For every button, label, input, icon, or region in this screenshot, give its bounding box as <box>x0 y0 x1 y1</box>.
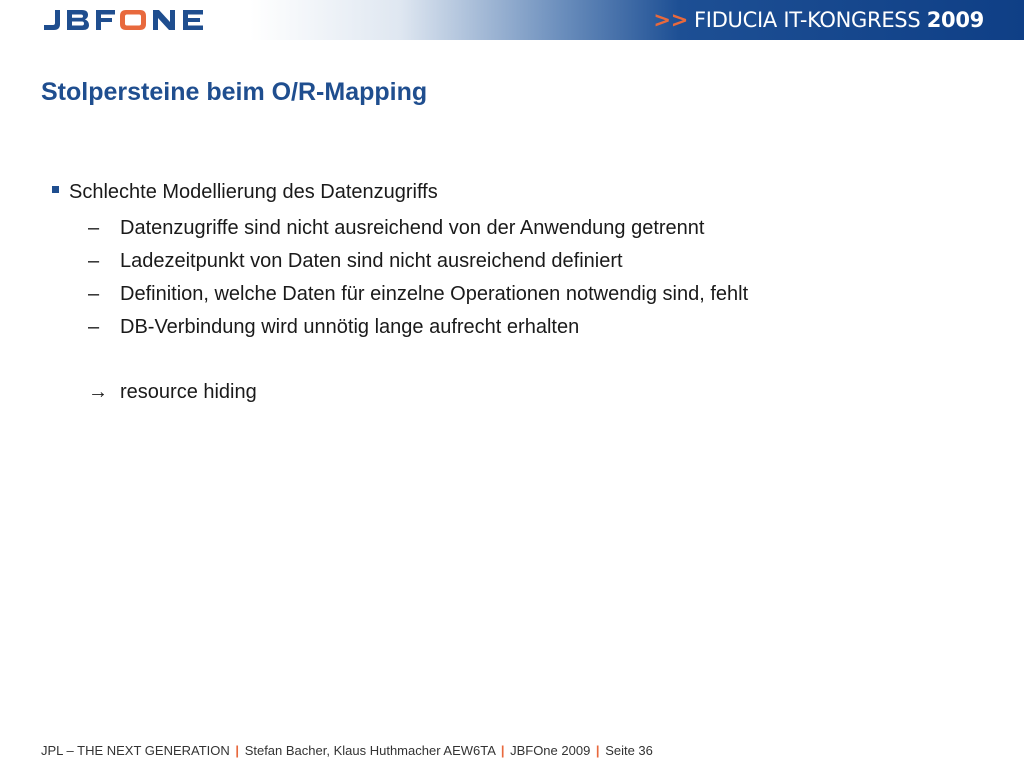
footer-authors: Stefan Bacher, Klaus Huthmacher AEW6TA <box>244 743 496 758</box>
subitem-text: DB-Verbindung wird unnötig lange aufrecht erhalten <box>120 316 580 338</box>
bullet-text: Schlechte Modellierung des Datenzugriffs <box>69 181 438 203</box>
congress-banner <box>653 5 984 35</box>
footer-presentation: JPL – THE NEXT GENERATION <box>41 743 230 758</box>
square-bullet-icon <box>52 186 59 193</box>
subitem-text: Datenzugriffe sind nicht ausreichend von der Anwendung getrennt <box>120 217 705 239</box>
footer-page-number: Seite 36 <box>605 743 653 758</box>
congress-name: FIDUCIA IT-KONGRESS <box>694 8 921 32</box>
dash-bullet-icon: – <box>88 316 100 338</box>
header-band <box>0 0 1024 40</box>
subitem-text: Ladezeitpunkt von Daten sind nicht ausreichend definiert <box>120 250 623 272</box>
subitem-text: Definition, welche Daten für einzelne Operationen notwendig sind, fehlt <box>120 283 749 305</box>
footer-separator: | <box>235 743 240 758</box>
footer-separator: | <box>500 743 505 758</box>
congress-year: 2009 <box>926 8 984 32</box>
dash-bullet-icon: – <box>88 217 100 239</box>
footer-event: JBFOne 2009 <box>510 743 591 758</box>
arrow-right-icon: → <box>88 381 108 403</box>
congress-arrows: >> <box>653 8 689 32</box>
dash-bullet-icon: – <box>88 250 100 272</box>
slide-title: Stolpersteine beim O/R-Mapping <box>41 78 428 106</box>
jbfone-logo <box>40 6 210 34</box>
footer-separator: | <box>595 743 600 758</box>
dash-bullet-icon: – <box>88 283 100 305</box>
conclusion-text: resource hiding <box>120 381 257 403</box>
footer <box>41 743 653 759</box>
